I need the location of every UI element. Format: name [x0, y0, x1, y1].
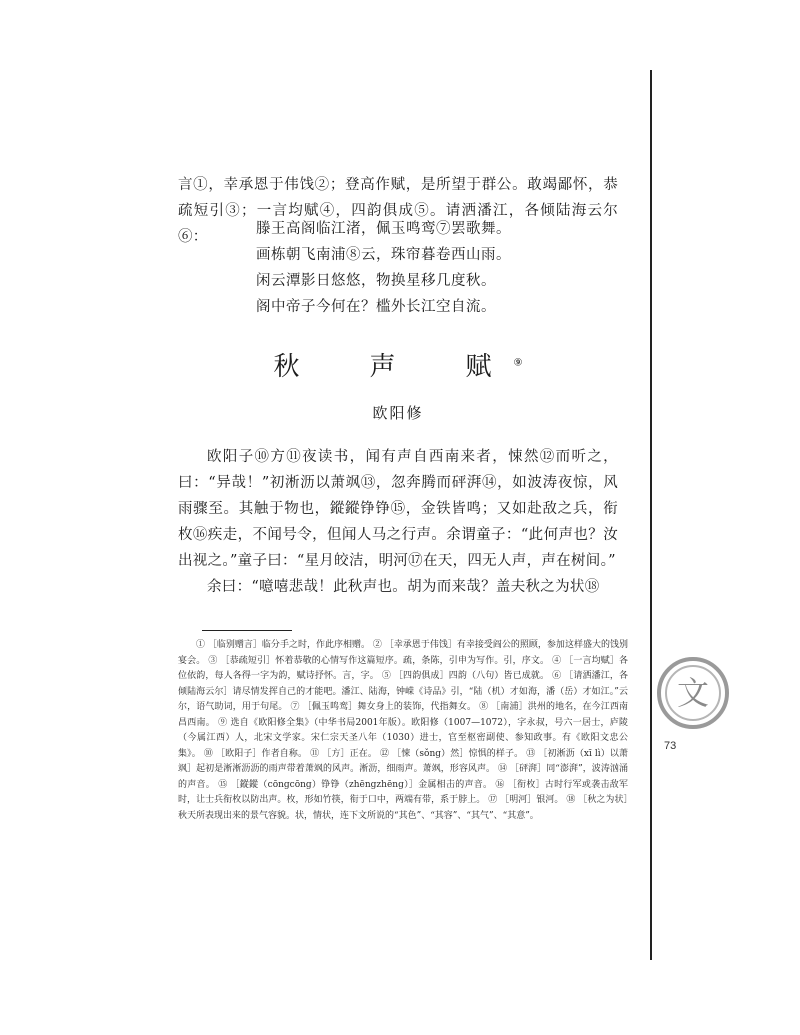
page-number: 73 [664, 740, 677, 752]
footnote-separator [202, 630, 292, 631]
footnotes-text: ① ［临别赠言］临分手之时，作此序相赠。 ② ［幸承恩于伟饯］有幸接受阎公的照顾，参加这样盛大的饯别宴会。 ③ ［恭疏短引］怀着恭敬的心情写作这篇短序。疏，条陈，引申为写作。引，序文。 ④ ［一言均赋］各位依韵，每人各得一字为韵，赋诗抒怀。言，字。 ⑤ ［四韵俱成］四韵（八句）皆已成就。 ⑥ ［请洒潘江，各倾陆海云尔］请尽情发挥自己的才能吧。潘江、陆海，钟嵘《诗品》引，“陆（机）才如海，潘（岳）才如江。”云尔，语气助词，用于句尾。 ⑦ ［佩玉鸣鸾］舞女身上的装饰，代指舞女。 ⑧ ［南浦］洪州的地名，在今江西南昌西南。 ⑨ 选自《欧阳修全集》（中华书局2001年版）。欧阳修（1007—1072），字永叔，号六一居士，庐陵（今属江西）人，北宋文学家。宋仁宗天圣八年（1030）进士，官至枢密副使、参知政事。有《欧阳文忠公集》。 ⑩ ［欧阳子］作者自称。 ⑪ ［方］正在。 ⑫ ［悚（sǒng）然］惊惧的样子。 ⑬ ［初淅沥（xī lì）以萧飒］起初是淅淅沥沥的雨声带着萧飒的风声。淅沥，细雨声。萧飒，形容风声。 ⑭ ［砰湃］同“澎湃”，波涛汹涌的声音。 ⑮ ［鏦鏦（cōngcōng）铮铮（zhēngzhēng）］金属相击的声音。 ⑯ ［衔枚］古时行军或袭击敌军时，让士兵衔枚以防出声。枚，形如竹筷，衔于口中，两端有带，系于脖上。 ⑰ ［明河］银河。 ⑱ ［秋之为状］秋天所表现出来的景气容貌。状，情状，连下文所说的“其色”、“其容”、“其气”、“其意”。 [178, 640, 628, 821]
poem-line: 画栋朝飞南浦⑧云，珠帘暮卷西山雨。 [256, 247, 511, 263]
poem-line: 阁中帝子今何在？槛外长江空自流。 [256, 299, 496, 315]
essay-text-block [178, 444, 618, 600]
intro-paragraph: 言①，幸承恩于伟饯②；登高作赋，是所望于群公。敢竭鄙怀，恭疏短引③；一言均赋④，四韵俱成⑤。请洒潘江，各倾陆海云尔⑥： [178, 177, 618, 245]
essay-paragraph: 余曰：“噫嘻悲哉！此秋声也。胡为而来哉？盖夫秋之为状⑱ [207, 579, 600, 595]
poem-line: 滕王高阁临江渚，佩玉鸣鸾⑦罢歌舞。 [256, 221, 511, 237]
wen-seal-glyph: 文 [676, 674, 710, 712]
poem-line: 闲云潭影日悠悠，物换星移几度秋。 [256, 273, 496, 289]
footnotes-block [178, 638, 628, 824]
poem-block [256, 216, 511, 320]
essay-paragraph: 欧阳子⑩方⑪夜读书，闻有声自西南来者，悚然⑫而听之，曰：“异哉！”初淅沥以萧飒⑬，忽奔腾而砰湃⑭，如波涛夜惊，风雨骤至。其触于物也，鏦鏦铮铮⑮，金铁皆鸣；又如赴敌之兵，衔枚⑯疾走，不闻号令，但闻人马之行声。余谓童子：“此何声也？汝出视之。”童子曰：“星月皎洁，明河⑰在天，四无人声，声在树间。” [178, 449, 618, 569]
essay-author: 欧阳修 [372, 404, 424, 422]
margin-vertical-rule [650, 70, 652, 960]
essay-title [178, 346, 618, 383]
wen-seal-graphic [656, 656, 730, 730]
wen-seal-icon [656, 656, 730, 730]
essay-title-footnote-mark: ⑨ [513, 357, 523, 369]
essay-title-text: 秋 声 赋 [273, 352, 514, 382]
